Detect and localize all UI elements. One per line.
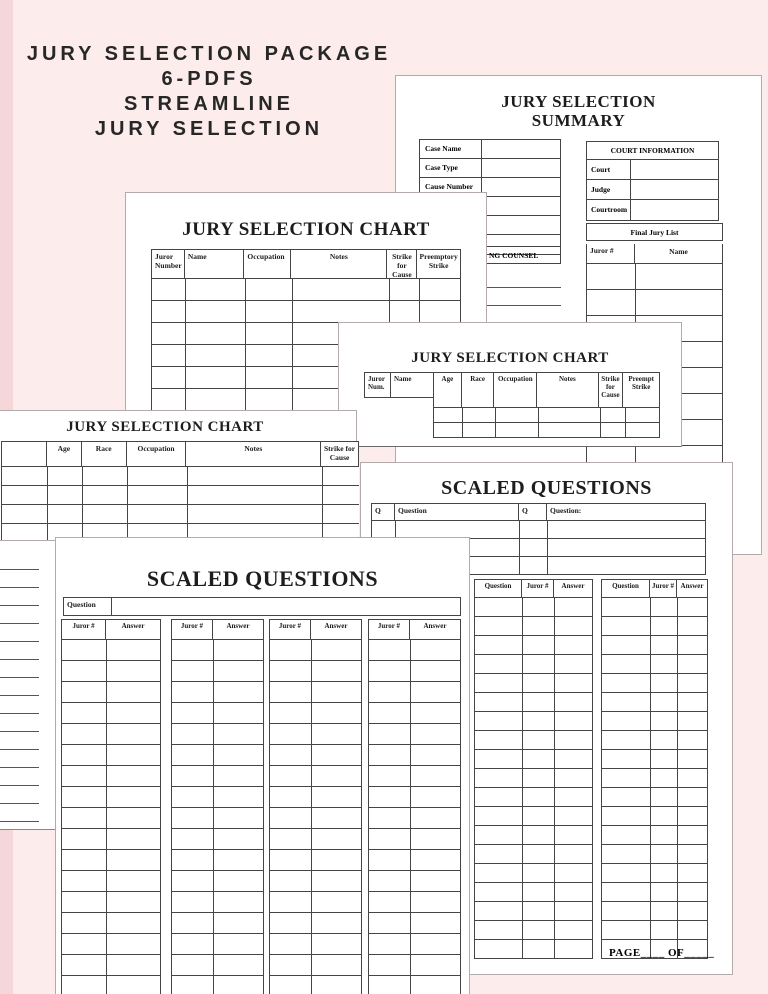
empty-column-header bbox=[2, 442, 47, 466]
answer-table-right-header bbox=[601, 579, 708, 598]
table-row bbox=[587, 180, 718, 200]
scaled-right-question-header bbox=[371, 503, 706, 521]
jury-chart-page-2 bbox=[338, 322, 682, 447]
lined-page-sliver bbox=[0, 540, 56, 830]
column-divider bbox=[519, 521, 520, 574]
column-header: Juror Num. bbox=[365, 373, 391, 397]
column-divider bbox=[410, 640, 411, 994]
answer-column-header: Answer bbox=[423, 622, 447, 630]
column-header: Preempt Strike bbox=[628, 375, 654, 391]
question-label: Question bbox=[64, 598, 112, 615]
chart1-header-row bbox=[151, 249, 461, 279]
question-column-header: Question: bbox=[550, 506, 582, 515]
chart2-title: JURY SELECTION CHART bbox=[411, 350, 609, 366]
column-divider bbox=[127, 467, 128, 542]
answer-column-header: Answer bbox=[226, 622, 250, 630]
column-header: Strike for Cause bbox=[599, 373, 624, 407]
final-jury-list-subheader bbox=[586, 244, 723, 264]
counsel-header: NG COUNSEL bbox=[426, 246, 561, 264]
jury-chart-page-3 bbox=[0, 410, 357, 545]
summary-title bbox=[396, 92, 761, 130]
column-header: Juror # bbox=[650, 580, 677, 597]
column-divider bbox=[185, 279, 186, 410]
juror-answer-header bbox=[171, 619, 264, 640]
juror-number-column-header: Juror # bbox=[587, 244, 635, 263]
column-header: Notes bbox=[186, 442, 321, 466]
column-divider bbox=[495, 408, 496, 437]
question-value bbox=[112, 598, 460, 615]
court-label: Court bbox=[587, 160, 631, 179]
juror-answer-rows bbox=[269, 640, 362, 994]
chart1-title: JURY SELECTION CHART bbox=[182, 219, 430, 240]
chart3-title: JURY SELECTION CHART bbox=[66, 419, 264, 435]
column-divider bbox=[213, 640, 214, 994]
juror-answer-rows bbox=[61, 640, 161, 994]
column-divider bbox=[522, 598, 523, 958]
summary-title-line1: JURY SELECTION bbox=[501, 92, 656, 111]
promo-line-4: JURY SELECTION bbox=[94, 118, 324, 140]
answer-table-right-rows bbox=[601, 598, 708, 959]
promo-line-2: 6-PDFS bbox=[161, 68, 257, 90]
column-header: Name bbox=[394, 375, 412, 383]
column-header: Preemptory Strike bbox=[419, 252, 458, 270]
juror-column-header: Juror # bbox=[62, 620, 106, 639]
final-jury-list-header: Final Jury List bbox=[586, 223, 723, 241]
column-header: Race bbox=[462, 373, 495, 407]
juror-answer-rows bbox=[368, 640, 461, 994]
column-divider bbox=[292, 279, 293, 410]
column-divider bbox=[106, 640, 107, 994]
column-header: Occupation bbox=[494, 373, 537, 407]
column-divider bbox=[538, 408, 539, 437]
scaled-questions-page-center bbox=[55, 537, 470, 994]
column-divider bbox=[677, 598, 678, 958]
column-header: Age bbox=[47, 442, 82, 466]
q-column-header: Q bbox=[519, 504, 547, 520]
column-header: Question bbox=[602, 580, 650, 597]
juror-answer-header bbox=[368, 619, 461, 640]
column-header: Occupation bbox=[244, 250, 291, 278]
column-divider bbox=[82, 467, 83, 542]
scaled-right-title: SCALED QUESTIONS bbox=[441, 477, 652, 499]
answer-column-header: Answer bbox=[324, 622, 348, 630]
column-header: Name bbox=[185, 250, 245, 278]
column-divider bbox=[322, 467, 323, 542]
chart2-header-row bbox=[433, 372, 660, 408]
answer-table-left-rows bbox=[474, 598, 593, 959]
column-header: Strike for Cause bbox=[321, 442, 359, 466]
juror-answer-header bbox=[269, 619, 362, 640]
name-column-header: Name bbox=[669, 247, 688, 256]
column-divider bbox=[554, 598, 555, 958]
juror-answer-header bbox=[61, 619, 161, 640]
column-divider bbox=[245, 279, 246, 410]
table-row bbox=[587, 160, 718, 180]
answer-table-left-header bbox=[474, 579, 593, 598]
column-divider bbox=[650, 598, 651, 958]
court-info-table bbox=[586, 141, 719, 221]
promo-line-3: STREAMLINE bbox=[124, 93, 294, 115]
cause-number-label: Cause Number bbox=[420, 178, 482, 196]
scaled-center-title: SCALED QUESTIONS bbox=[146, 566, 379, 591]
scaled-center-question-row bbox=[63, 597, 461, 616]
court-info-header: COURT INFORMATION bbox=[587, 142, 718, 160]
promo-line-1: JURY SELECTION PACKAGE bbox=[26, 43, 392, 65]
column-divider bbox=[187, 467, 188, 542]
table-row bbox=[420, 159, 560, 178]
column-divider bbox=[625, 408, 626, 437]
column-header: Occupation bbox=[127, 442, 187, 466]
case-type-label: Case Type bbox=[420, 159, 482, 177]
q-column-header: Q bbox=[372, 504, 395, 520]
question-column-header: Question bbox=[395, 504, 519, 520]
sliver-row-lines bbox=[0, 552, 39, 822]
chart2-rows bbox=[433, 408, 660, 438]
column-header: Notes bbox=[537, 373, 598, 407]
column-divider bbox=[311, 640, 312, 994]
summary-title-line2: SUMMARY bbox=[531, 111, 626, 130]
column-header: Notes bbox=[291, 250, 387, 278]
case-name-label: Case Name bbox=[420, 140, 482, 158]
juror-column-header: Juror # bbox=[369, 620, 410, 639]
juror-answer-rows bbox=[171, 640, 264, 994]
column-divider bbox=[47, 467, 48, 542]
table-row bbox=[420, 140, 560, 159]
column-header: Juror Number bbox=[152, 250, 185, 278]
page-of-label: PAGE____ OF_____ bbox=[609, 947, 715, 959]
judge-label: Judge bbox=[587, 180, 631, 199]
column-header: Age bbox=[434, 373, 462, 407]
juror-column-header: Juror # bbox=[270, 620, 311, 639]
chart3-rows bbox=[1, 467, 359, 543]
juror-column-header: Juror # bbox=[172, 620, 213, 639]
column-header: Race bbox=[82, 442, 127, 466]
column-header: Answer bbox=[680, 582, 704, 590]
answer-column-header: Answer bbox=[121, 622, 145, 630]
column-header: Juror # bbox=[522, 580, 554, 597]
column-divider bbox=[547, 521, 548, 574]
chart2-id-header-row bbox=[364, 372, 434, 398]
column-header: Question bbox=[475, 580, 522, 597]
courtroom-label: Courtroom bbox=[587, 200, 631, 220]
column-header: Strike for Cause bbox=[387, 250, 417, 278]
column-header: Answer bbox=[561, 582, 585, 590]
chart3-header-row bbox=[1, 441, 359, 467]
promo-title bbox=[5, 42, 413, 142]
column-divider bbox=[600, 408, 601, 437]
table-row bbox=[587, 200, 718, 220]
column-divider bbox=[462, 408, 463, 437]
